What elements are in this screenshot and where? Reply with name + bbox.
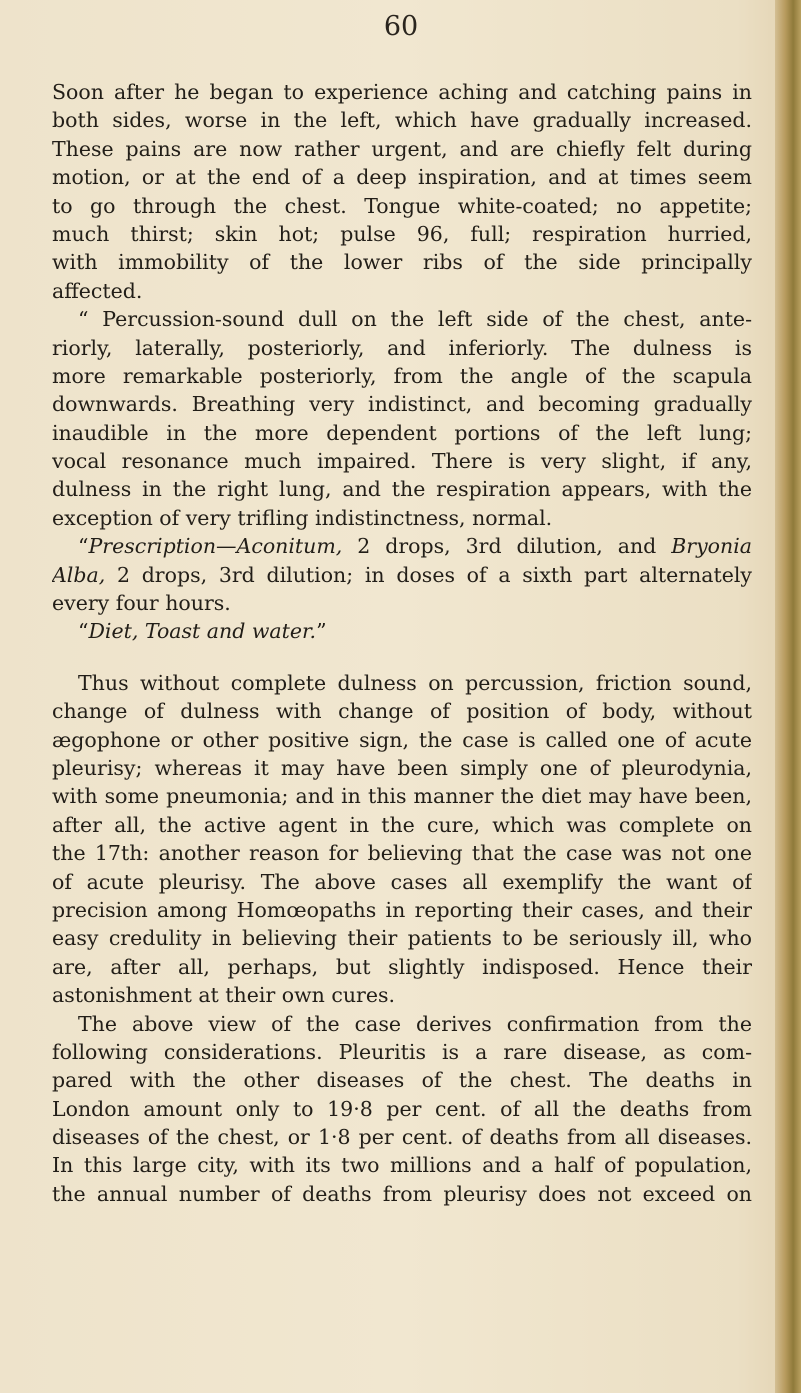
text-line: London amount only to 19·8 per cent. of all the deaths from [52, 1096, 752, 1121]
text-line: The above view of the case derives confirmation from the [78, 1011, 752, 1036]
text-line: “ Percussion-sound dull on the left side of the chest, ante- [78, 307, 752, 332]
text-line: of acute pleurisy. The above cases all exemplify the want of [52, 869, 752, 894]
text-line [52, 532, 752, 560]
page-body [52, 78, 752, 1208]
text-line: motion, or at the end of a deep inspiration, and at times seem [52, 165, 752, 190]
section-gap [52, 646, 752, 669]
paragraph-commentary [52, 669, 752, 1010]
text-line: the 17th: another reason for believing that the case was not one [52, 841, 752, 866]
text-line: riorly, laterally, posteriorly, and inferiorly. The dulness is [52, 335, 752, 360]
paragraph-statistics [52, 1010, 752, 1209]
text-line: In this large city, with its two millions and a half of population, [52, 1153, 752, 1178]
text-line: inaudible in the more dependent portions of the left lung; [52, 420, 752, 445]
paragraph-percussion [52, 305, 752, 532]
text-line: pleurisy; whereas it may have been simply one of pleurodynia, [52, 755, 752, 780]
text-line [52, 617, 752, 645]
text-line: more remarkable posteriorly, from the angle of the scapula [52, 363, 752, 388]
paragraph-prescription [52, 532, 752, 617]
text-line: are, after all, perhaps, but slightly indisposed. Hence their [52, 954, 752, 979]
dose-text: 2 drops, 3rd dilution, and [342, 534, 672, 559]
text-line: affected. [52, 278, 143, 303]
text-line: every four hours. [52, 591, 231, 616]
prescription-label: Prescription [88, 534, 217, 559]
text-line: with immobility of the lower ribs of the side principally [52, 250, 752, 275]
text-line: Soon after he began to experience aching and catching pains in [52, 80, 752, 104]
dose-text: 2 drops, 3rd dilution; in doses of a sixth part alternately [105, 562, 752, 587]
text-line: change of dulness with change of position of body, without [52, 699, 752, 724]
text-line: both sides, worse in the left, which have gradually increased. [52, 108, 752, 133]
drug-aconitum: Aconitum, [236, 534, 343, 559]
page-number: 60 [383, 11, 419, 42]
text-line: after all, the active agent in the cure, which was complete on [52, 812, 752, 837]
text-line: easy credulity in believing their patients to be seriously ill, who [52, 926, 752, 951]
text-line: precision among Homœopaths in reporting their cases, and their [52, 897, 752, 922]
text-line: downwards. Breathing very indistinct, and becoming gradually [52, 392, 752, 417]
text-line: with some pneumonia; and in this manner the diet may have been, [52, 784, 752, 809]
text-line: following considerations. Pleuritis is a rare disease, as com- [52, 1039, 752, 1064]
text-line: ægophone or other positive sign, the case is called one of acute [52, 727, 752, 752]
close-quote: ” [316, 619, 327, 644]
drug-alba: Alba, [52, 562, 106, 587]
page-edge [775, 0, 801, 1393]
text-line: much thirst; skin hot; pulse 96, full; respiration hurried, [52, 221, 752, 246]
text-line: astonishment at their own cures. [52, 983, 396, 1008]
text-line: dulness in the right lung, and the respiration appears, with the [52, 477, 752, 502]
text-line: vocal resonance much impaired. There is very slight, if any, [52, 449, 752, 474]
text-line: diseases of the chest, or 1·8 per cent. of deaths from all diseases. [52, 1125, 752, 1150]
paragraph-symptoms [52, 78, 752, 305]
text-line: exception of very trifling indistinctness, normal. [52, 505, 553, 530]
text-line: Thus without complete dulness on percussion, friction sound, [78, 670, 752, 695]
text-line: pared with the other diseases of the chest. The deaths in [52, 1068, 752, 1093]
drug-bryonia: Bryonia [671, 534, 752, 559]
diet-text: Diet, Toast and water. [88, 619, 317, 644]
text-line [52, 561, 752, 589]
dash: — [216, 534, 237, 559]
open-quote: “ [78, 619, 89, 644]
text-line: to go through the chest. Tongue white-coated; no appetite; [52, 193, 752, 218]
open-quote: “ [78, 534, 89, 559]
text-line: the annual number of deaths from pleurisy does not exceed on [52, 1181, 752, 1206]
paragraph-diet [52, 617, 752, 645]
text-line: These pains are now rather urgent, and are chiefly felt during [52, 136, 752, 161]
